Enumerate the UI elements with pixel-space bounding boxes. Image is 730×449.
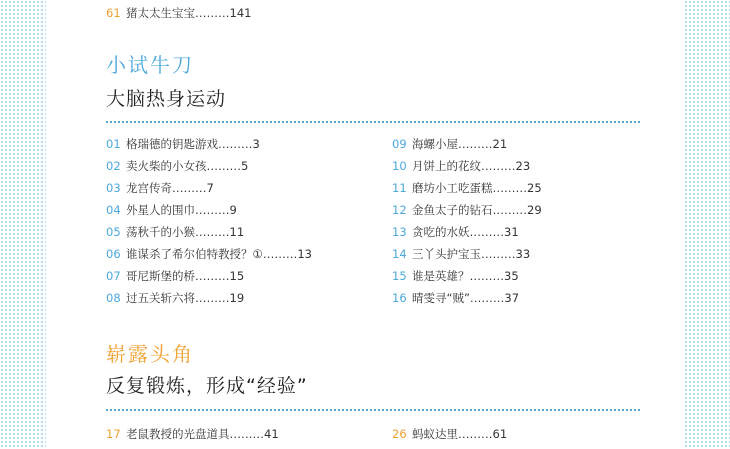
toc-entry[interactable] xyxy=(392,225,542,239)
entry-page: 9 xyxy=(229,203,237,217)
entry-number: 04 xyxy=(106,203,121,217)
entry-title: 贪吃的水妖 xyxy=(412,225,470,239)
toc-entry[interactable] xyxy=(106,247,312,261)
entry-leader: ……… xyxy=(492,203,527,217)
entry-leader: ……… xyxy=(481,247,516,261)
entry-leader: ……… xyxy=(458,137,493,151)
entry-title: 金鱼太子的钻石 xyxy=(412,203,493,217)
entry-number: 12 xyxy=(392,203,407,217)
entry-number: 15 xyxy=(392,269,407,283)
entry-leader: ……… xyxy=(206,159,241,173)
entry-number: 14 xyxy=(392,247,407,261)
entry-leader: ……… xyxy=(469,225,504,239)
toc-entry[interactable] xyxy=(392,269,542,283)
toc-entry[interactable] xyxy=(106,269,312,283)
entry-page: 37 xyxy=(504,291,520,305)
entry-page: 29 xyxy=(527,203,542,217)
entry-number: 07 xyxy=(106,269,121,283)
entry-leader: ……… xyxy=(458,427,493,441)
toc-entry[interactable] xyxy=(392,181,542,195)
entry-title: 晴雯寻“贼” xyxy=(412,291,470,305)
entry-page: 5 xyxy=(241,159,249,173)
entry-title: 谁是英雄？ xyxy=(412,269,470,283)
section2-left-column xyxy=(106,427,279,449)
entry-title: 哥尼斯堡的桥 xyxy=(126,269,195,283)
entry-number: 03 xyxy=(106,181,121,195)
section2-title: 崭露头角 xyxy=(106,342,194,366)
entry-number: 02 xyxy=(106,159,121,173)
entry-page: 15 xyxy=(229,269,245,283)
entry-page: 35 xyxy=(504,269,519,283)
entry-leader: ……… xyxy=(195,225,230,239)
entry-page: 25 xyxy=(527,181,542,195)
entry-number: 11 xyxy=(392,181,407,195)
entry-leader: ……… xyxy=(172,181,207,195)
section2-subtitle: 反复锻炼，形成“经验” xyxy=(106,375,308,397)
entry-leader: ……… xyxy=(492,181,527,195)
table-of-contents xyxy=(106,0,640,449)
toc-entry[interactable] xyxy=(106,137,312,151)
entry-title: 三丫头护宝玉 xyxy=(412,247,481,261)
entry-leader: ……… xyxy=(195,6,230,20)
toc-entry[interactable] xyxy=(106,181,312,195)
section1-divider xyxy=(106,121,640,123)
toc-entry[interactable] xyxy=(106,291,312,305)
entry-title: 卖火柴的小女孩 xyxy=(126,159,207,173)
entry-leader: ……… xyxy=(195,269,230,283)
entry-leader: ……… xyxy=(469,269,504,283)
entry-title: 外星人的围巾 xyxy=(126,203,195,217)
entry-page: 41 xyxy=(264,427,279,441)
entry-title: 月饼上的花纹 xyxy=(412,159,481,173)
entry-page: 7 xyxy=(206,181,214,195)
toc-entry[interactable] xyxy=(106,427,279,441)
toc-entry[interactable] xyxy=(392,159,542,173)
entry-page: 3 xyxy=(252,137,260,151)
entry-leader: ……… xyxy=(481,159,516,173)
entry-title: 磨坊小工吃蛋糕 xyxy=(412,181,493,195)
entry-page: 33 xyxy=(515,247,531,261)
entry-leader: ……… xyxy=(469,291,505,305)
entry-page: 19 xyxy=(229,291,245,305)
entry-number: 10 xyxy=(392,159,407,173)
entry-leader: ……… xyxy=(229,427,264,441)
entry-page: 61 xyxy=(492,427,508,441)
entry-title: 蚂蚁达里 xyxy=(412,427,458,441)
section1-left-column xyxy=(106,137,312,313)
entry-title: 猪太太生宝宝 xyxy=(126,6,195,20)
entry-number: 09 xyxy=(392,137,407,151)
entry-title: 龙宫传奇 xyxy=(126,181,172,195)
toc-entry[interactable] xyxy=(106,203,312,217)
toc-entry[interactable] xyxy=(392,137,542,151)
entry-number: 16 xyxy=(392,291,407,305)
toc-entry[interactable] xyxy=(392,291,542,305)
entry-leader: ……… xyxy=(195,291,230,305)
entry-title: 荡秋千的小猴 xyxy=(126,225,195,239)
entry-number: 01 xyxy=(106,137,121,151)
entry-leader: ……… xyxy=(262,247,298,261)
section2-divider xyxy=(106,409,640,411)
section1-subtitle: 大脑热身运动 xyxy=(106,88,227,110)
entry-number: 13 xyxy=(392,225,407,239)
toc-entry[interactable] xyxy=(106,225,312,239)
toc-entry[interactable] xyxy=(106,6,251,20)
entry-number: 17 xyxy=(106,427,121,441)
entry-page: 23 xyxy=(515,159,531,173)
entry-page: 141 xyxy=(229,6,252,20)
left-dot-border xyxy=(0,0,46,449)
entry-number: 06 xyxy=(106,247,121,261)
entry-number: 08 xyxy=(106,291,121,305)
section2-right-column xyxy=(392,427,507,449)
entry-page: 11 xyxy=(229,225,245,239)
toc-entry[interactable] xyxy=(392,203,542,217)
entry-number: 05 xyxy=(106,225,121,239)
entry-title: 老鼠教授的光盘道具 xyxy=(126,427,230,441)
entry-page: 31 xyxy=(504,225,519,239)
section1-title: 小试牛刀 xyxy=(106,53,194,77)
entry-title: 格瑞德的钥匙游戏 xyxy=(126,137,218,151)
toc-entry[interactable] xyxy=(392,247,542,261)
entry-page: 21 xyxy=(492,137,508,151)
entry-title: 过五关斩六将 xyxy=(126,291,195,305)
section1-right-column xyxy=(392,137,542,313)
entry-leader: ……… xyxy=(195,203,230,217)
entry-number: 61 xyxy=(106,6,121,20)
entry-title: 海螺小屋 xyxy=(412,137,458,151)
entry-leader: ……… xyxy=(218,137,253,151)
toc-entry[interactable] xyxy=(106,159,312,173)
entry-page: 13 xyxy=(297,247,312,261)
entry-number: 26 xyxy=(392,427,407,441)
toc-entry[interactable] xyxy=(392,427,507,441)
entry-title: 谁谋杀了希尔伯特教授？① xyxy=(126,247,263,261)
right-dot-border xyxy=(684,0,730,449)
